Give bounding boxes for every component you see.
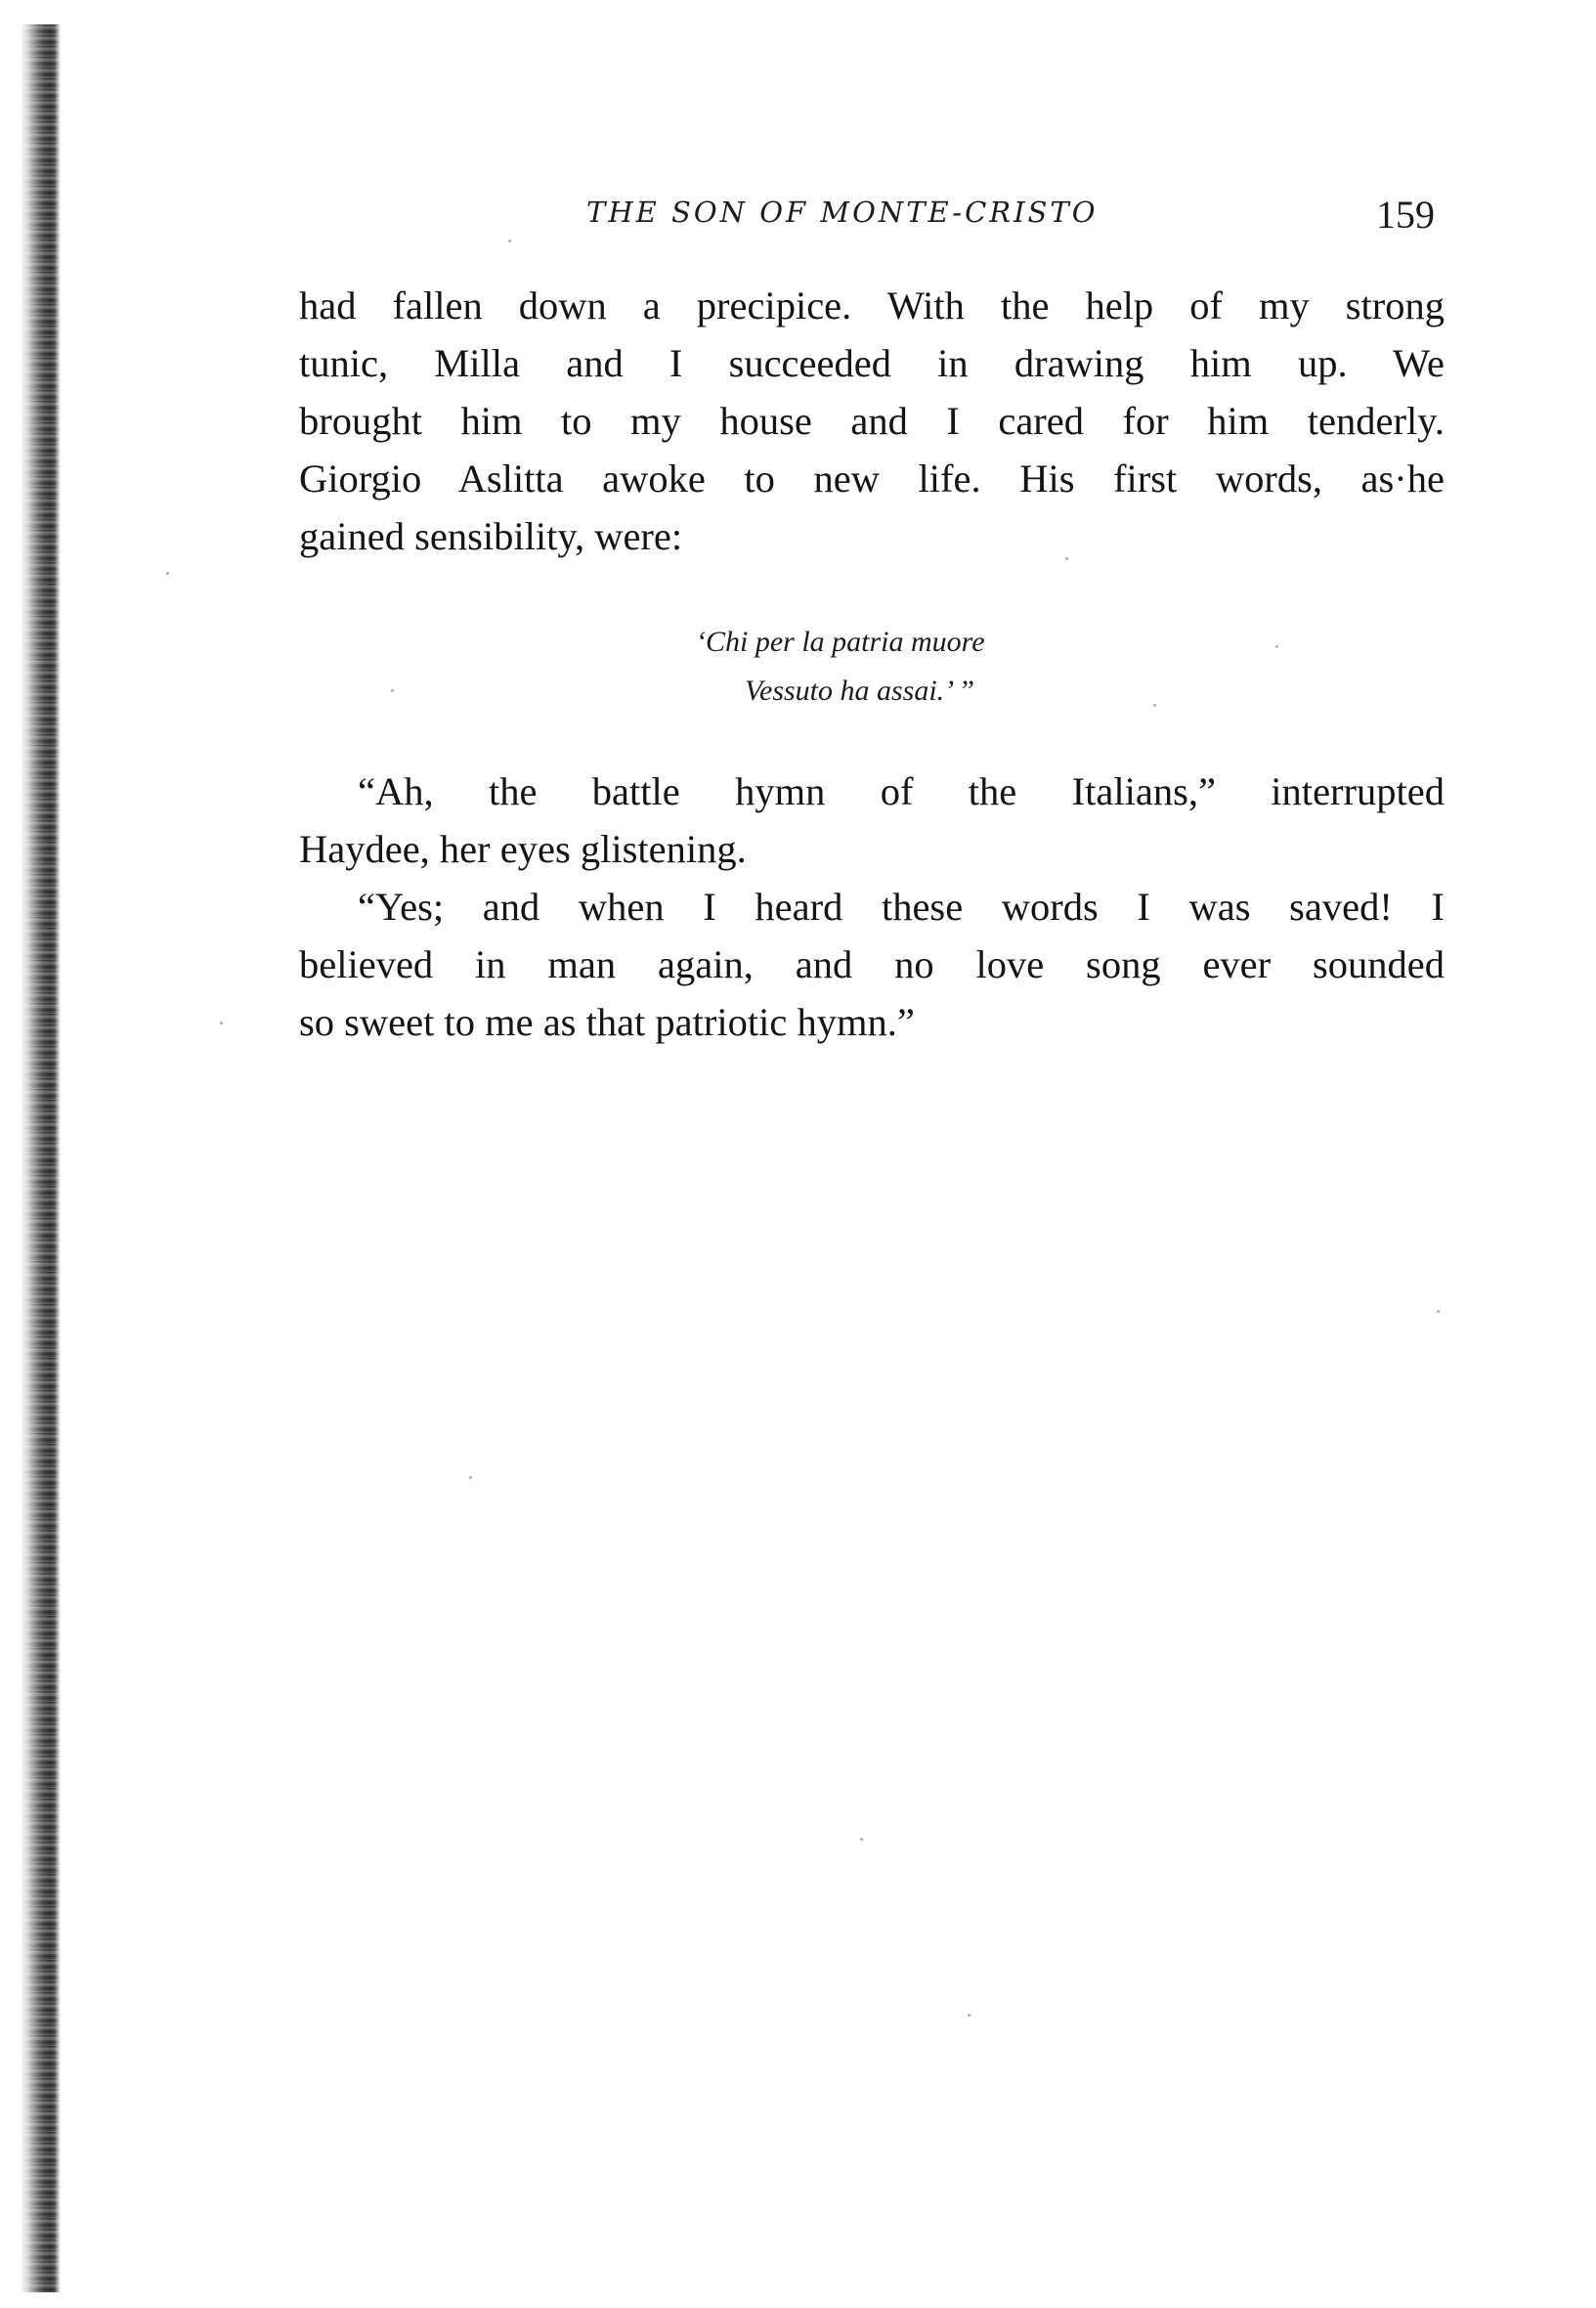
scan-speck [860,1838,863,1841]
verse-line-1: ‘Chi per la patria muore [696,626,985,658]
paragraph-1 [299,277,1445,565]
scan-speck [968,2014,971,2017]
paragraph-1-line: gained sensibility, were: [299,514,683,558]
paragraph-2-line: “Ah, the battle hymn of the Italians,” interrupted [358,769,1445,813]
paragraph-1-line: Giorgio Aslitta awoke to new life. His first words, as·he [299,457,1445,501]
verse-quotation [696,618,985,716]
running-title: THE SON OF MONTE-CRISTO [586,196,1099,229]
dialogue-block [299,762,1445,1051]
paragraph-2-line: Haydee, her eyes glistening. [299,827,747,871]
paragraph-1-line: had fallen down a precipice. With the help of my strong [299,283,1445,327]
verse-line-2: Vessuto ha assai.’ ” [745,675,975,707]
page-number: 159 [1376,193,1435,237]
scan-speck [508,240,511,242]
scan-speck [1275,645,1278,648]
scan-speck [1065,557,1068,560]
paragraph-3-line: “Yes; and when I heard these words I was saved! I [358,885,1445,929]
scan-speck [166,572,169,575]
scan-speck [391,689,394,692]
scan-speck [1437,1310,1440,1313]
paragraph-3-line: believed in man again, and no love song ever sounded [299,942,1445,986]
scan-speck [469,1476,472,1479]
scan-speck [220,1022,223,1024]
scan-speck [1153,704,1156,707]
paragraph-3-line: so sweet to me as that patriotic hymn.” [299,1000,915,1044]
paragraph-1-line: tunic, Milla and I succeeded in drawing him up. We [299,341,1445,385]
paragraph-1-line: brought him to my house and I cared for him tenderly. [299,399,1445,443]
book-binding-edge [22,24,61,2292]
